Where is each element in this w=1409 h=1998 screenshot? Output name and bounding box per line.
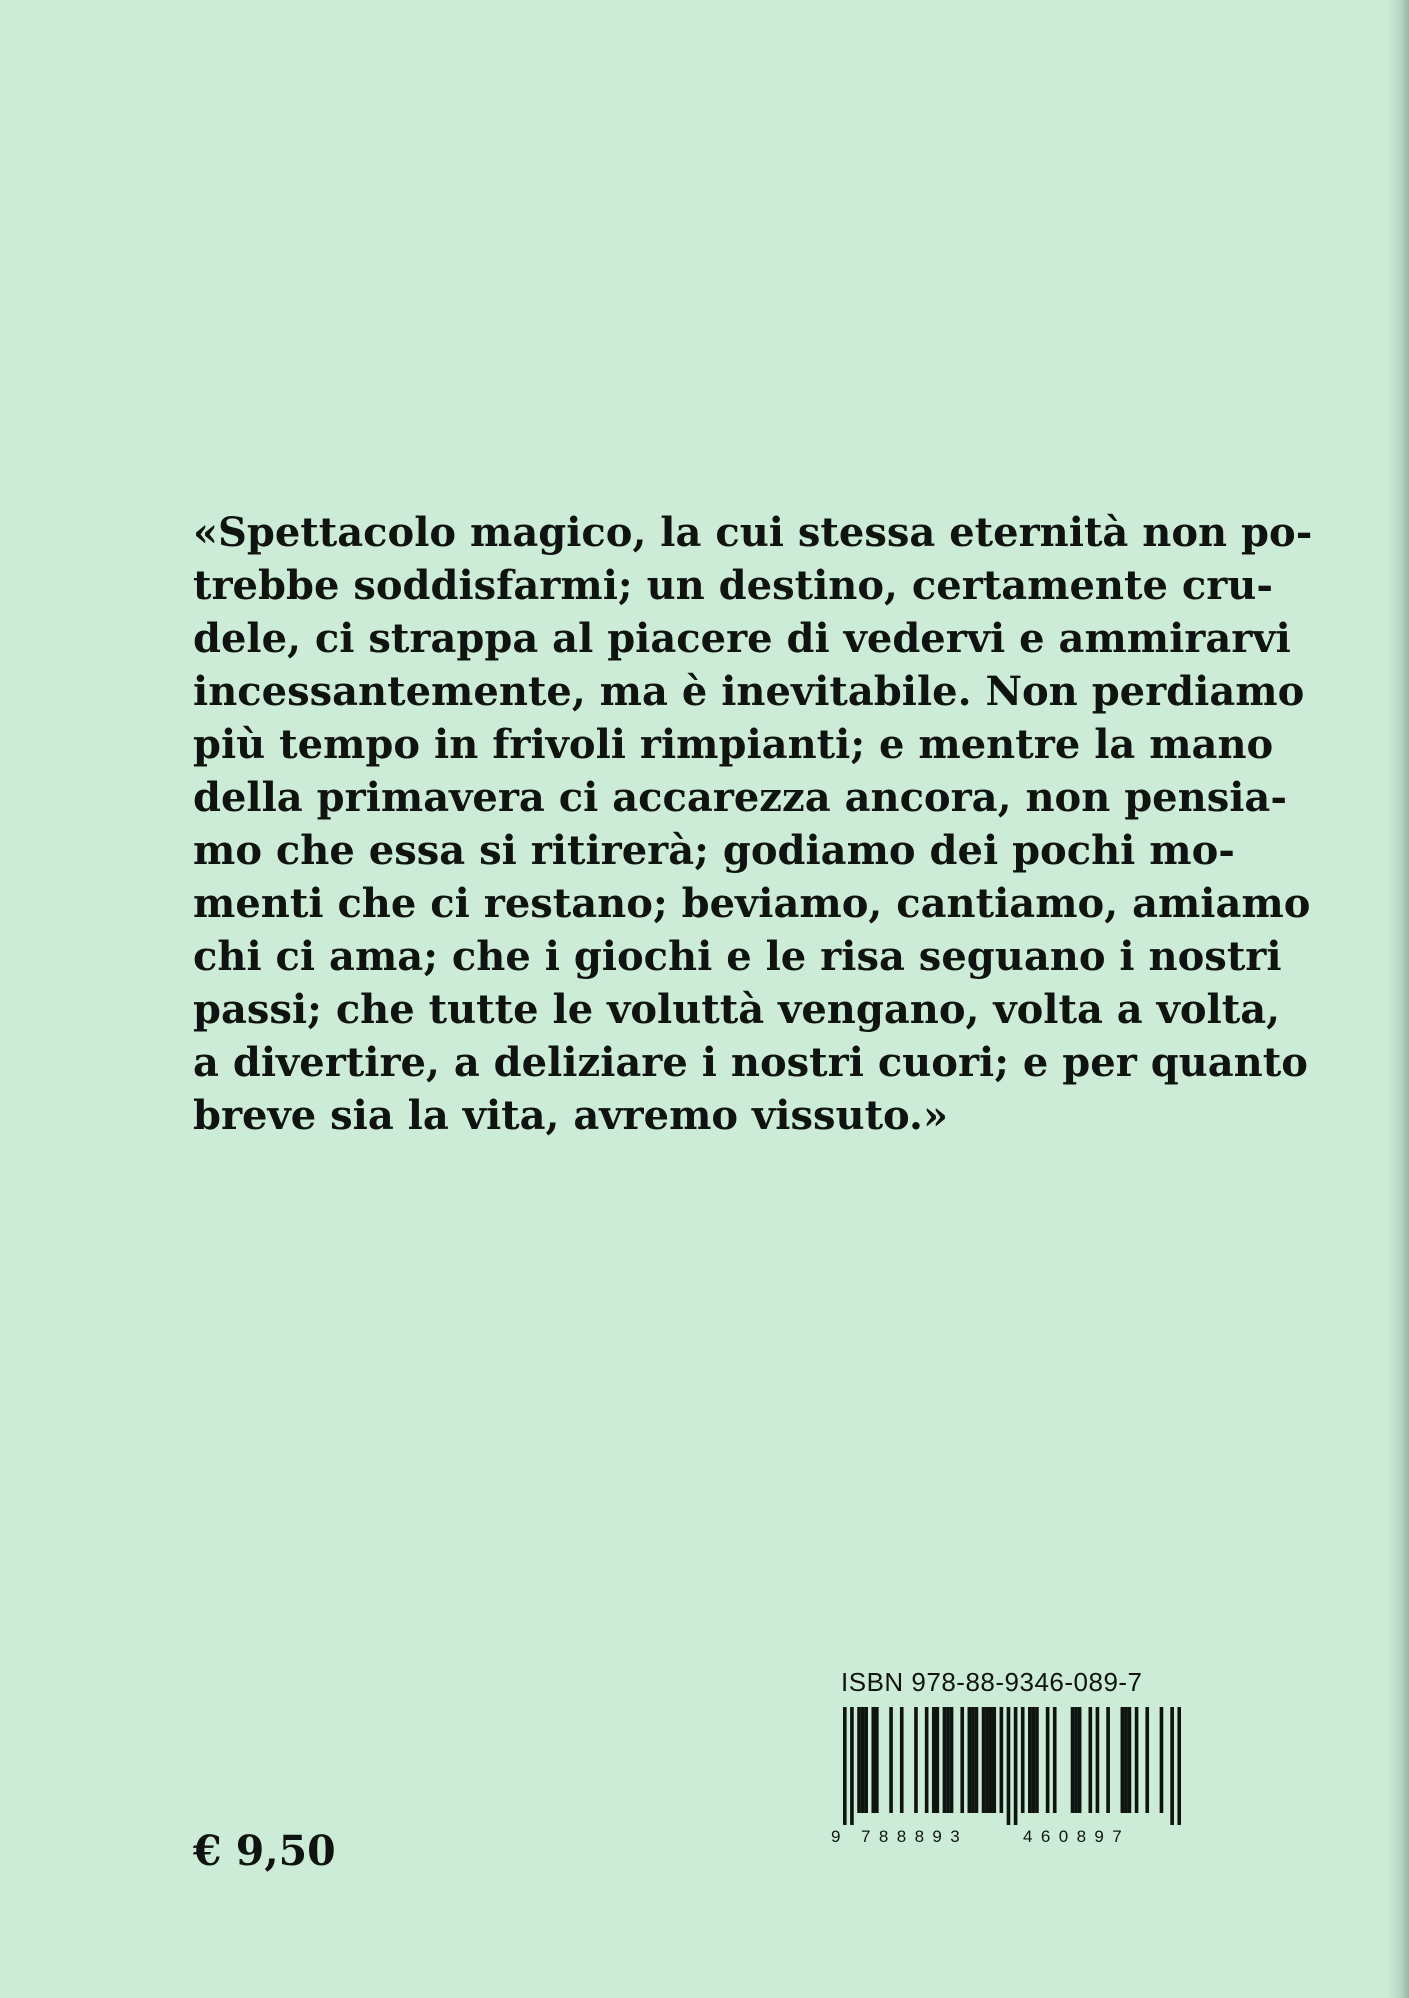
- quote-line: più tempo in frivoli rimpianti; e mentre la mano: [193, 721, 1274, 768]
- quote-line: passi; che tutte le voluttà vengano, volta a volta,: [193, 986, 1281, 1033]
- barcode-bar: [982, 1707, 986, 1813]
- quote-line: della primavera ci accarezza ancora, non pensia-: [193, 774, 1287, 821]
- barcode-bar: [943, 1707, 947, 1813]
- barcode-bar: [1177, 1707, 1181, 1825]
- barcode-bar: [1121, 1707, 1125, 1813]
- quote-line: incessantemente, ma è inevitabile. Non perdiamo: [193, 668, 1305, 715]
- back-cover-quote: [193, 506, 1313, 1142]
- barcode-bar: [900, 1707, 904, 1813]
- barcode-bar: [1021, 1707, 1025, 1813]
- price-label: € 9,50: [193, 1827, 336, 1875]
- barcode-bar: [889, 1707, 893, 1813]
- barcode-bar: [1145, 1707, 1149, 1813]
- quote-line: menti che ci restano; beviamo, cantiamo, amiamo: [193, 880, 1311, 927]
- barcode-bar: [960, 1707, 964, 1813]
- isbn-barcode-block: [831, 1667, 1191, 1857]
- barcode-image: [843, 1707, 1181, 1825]
- barcode-bar: [989, 1707, 993, 1813]
- quote-line: trebbe soddisfarmi; un destino, certamente cru-: [193, 562, 1273, 609]
- barcode-bar: [992, 1707, 996, 1813]
- ean-first-digit: 9: [831, 1827, 841, 1846]
- barcode-bar: [1160, 1707, 1164, 1813]
- barcode-bar: [975, 1707, 979, 1813]
- barcode-bar: [875, 1707, 879, 1813]
- barcode-bar: [1000, 1707, 1004, 1813]
- ean-left-group: 788893: [861, 1827, 969, 1846]
- barcode-bar: [1074, 1707, 1078, 1813]
- barcode-bar: [936, 1707, 940, 1813]
- barcode-bar: [871, 1707, 875, 1813]
- barcode-bar: [843, 1707, 847, 1825]
- quote-line: «Spettacolo magico, la cui stessa eternità non po-: [193, 509, 1313, 556]
- barcode-bar: [1078, 1707, 1082, 1813]
- barcode-bar: [1046, 1707, 1050, 1813]
- ean-right-group: 460897: [1023, 1827, 1131, 1846]
- barcode-bar: [850, 1707, 854, 1825]
- barcode-bar: [950, 1707, 954, 1813]
- barcode-bar: [857, 1707, 861, 1813]
- barcode-bar: [971, 1707, 975, 1813]
- barcode-bar: [1028, 1707, 1032, 1813]
- barcode-bar: [1128, 1707, 1132, 1813]
- barcode-bar: [925, 1707, 929, 1813]
- barcode-bar: [864, 1707, 868, 1813]
- barcode-bar: [1035, 1707, 1039, 1813]
- barcode-bar: [1135, 1707, 1139, 1813]
- barcode-bar: [1170, 1707, 1174, 1825]
- barcode-bar: [1088, 1707, 1092, 1813]
- quote-line: breve sia la vita, avremo vissuto.»: [193, 1092, 948, 1139]
- barcode-bar: [1032, 1707, 1036, 1813]
- barcode-bar: [1071, 1707, 1075, 1813]
- barcode-bar: [861, 1707, 865, 1813]
- cover-edge-shadow: [1387, 0, 1409, 1998]
- quote-line: a divertire, a deliziare i nostri cuori; e per quanto: [193, 1039, 1308, 1086]
- barcode-bar: [1106, 1707, 1110, 1813]
- barcode-bar: [1007, 1707, 1011, 1825]
- isbn-number: ISBN 978-88-9346-089-7: [841, 1667, 1143, 1697]
- barcode-bar: [1124, 1707, 1128, 1813]
- quote-line: chi ci ama; che i giochi e le risa seguano i nostri: [193, 933, 1282, 980]
- barcode-bar: [985, 1707, 989, 1813]
- quote-line: mo che essa si ritirerà; godiamo dei pochi mo-: [193, 827, 1235, 874]
- barcode-bar: [914, 1707, 918, 1813]
- barcode-bar: [1096, 1707, 1100, 1813]
- ean-digits: [831, 1825, 1181, 1849]
- barcode-bar: [932, 1707, 936, 1813]
- barcode-bar: [1014, 1707, 1018, 1825]
- barcode-bar: [946, 1707, 950, 1813]
- quote-line: dele, ci strappa al piacere di vedervi e ammirarvi: [193, 615, 1291, 662]
- barcode-bar: [1053, 1707, 1057, 1813]
- barcode-bar: [968, 1707, 972, 1813]
